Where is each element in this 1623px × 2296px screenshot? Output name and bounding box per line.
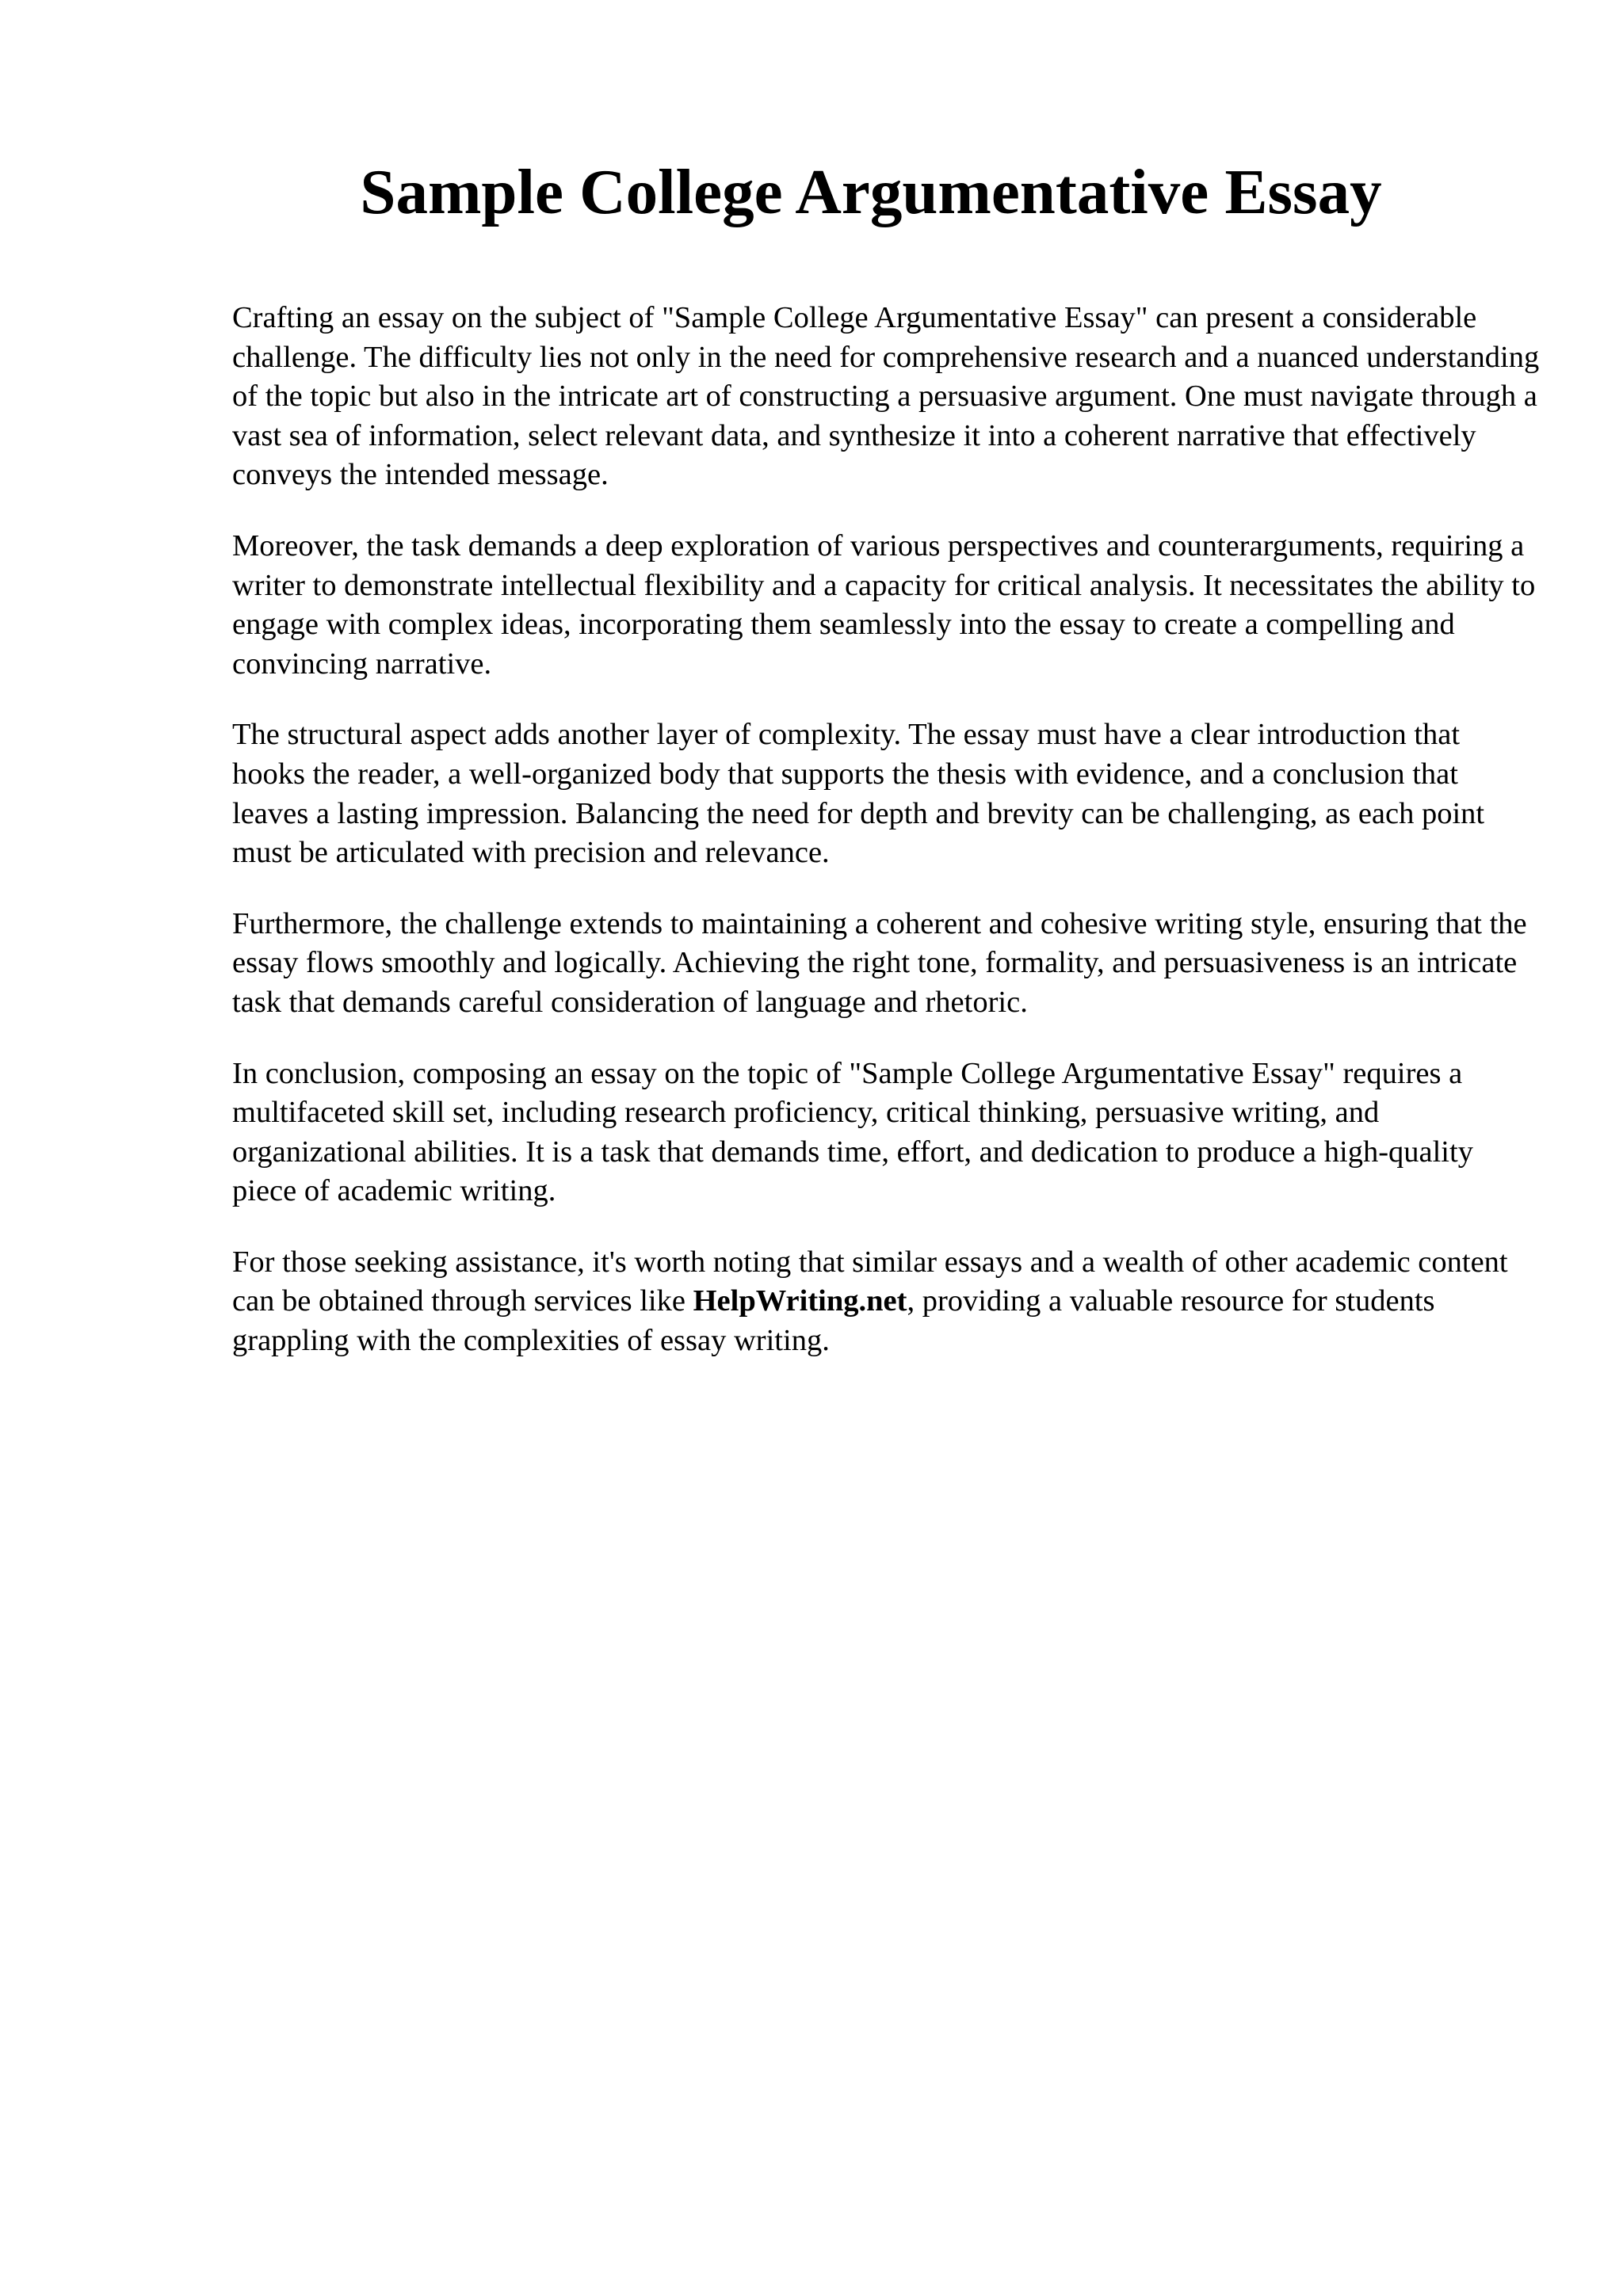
helpwriting-link[interactable]: HelpWriting.net — [693, 1284, 907, 1318]
paragraph-1: Crafting an essay on the subject of "Sample College Argumentative Essay" can present a considerable challenge. The difficulty lies not only in the need for comprehensive research and a nuanced understanding of the topic but also in the intricate art of constructing a persuasive argument. One must navigate through a vast sea of information, select relevant data, and synthesize it into a coherent narrative that effectively conveys the intended message. — [232, 301, 1540, 492]
paragraph-6 — [232, 1243, 1540, 1361]
paragraph-2: Moreover, the task demands a deep exploration of various perspectives and counterarguments, requiring a writer to demonstrate intellectual flexibility and a capacity for critical analysis. It necessitates the ability to engage with complex ideas, incorporating them seamlessly into the essay to create a compelling and convincing narrative. — [232, 528, 1536, 681]
paragraph-6-tail: , providing a valuable resource for students grappling with the complexities of essay writing. — [232, 1284, 1435, 1358]
page-title: Sample College Argumentative Essay — [360, 156, 1382, 227]
paragraph-6-lead: For those seeking assistance, it's worth noting that similar essays and a wealth of other academic content can be obtained through services like — [232, 1245, 1508, 1318]
essay-body — [232, 299, 1540, 1393]
paragraph-4: Furthermore, the challenge extends to maintaining a coherent and cohesive writing style, ensuring that the essay flows smoothly and logically. Achieving the right tone, formality, and persuasiveness is an intricate task that demands careful consideration of language and rhetoric. — [232, 906, 1527, 1019]
paragraph-3: The structural aspect adds another layer of complexity. The essay must have a clear introduction that hooks the reader, a well-organized body that supports the thesis with evidence, and a conclusion that leaves a lasting impression. Balancing the need for depth and brevity can be challenging, as each point must be articulated with precision and relevance. — [232, 718, 1485, 870]
paragraph-5: In conclusion, composing an essay on the topic of "Sample College Argumentative Essay" requires a multifaceted skill set, including research proficiency, critical thinking, persuasive writing, and organizational abilities. It is a task that demands time, effort, and dedication to produce a high-quality piece of academic writing. — [232, 1056, 1473, 1208]
